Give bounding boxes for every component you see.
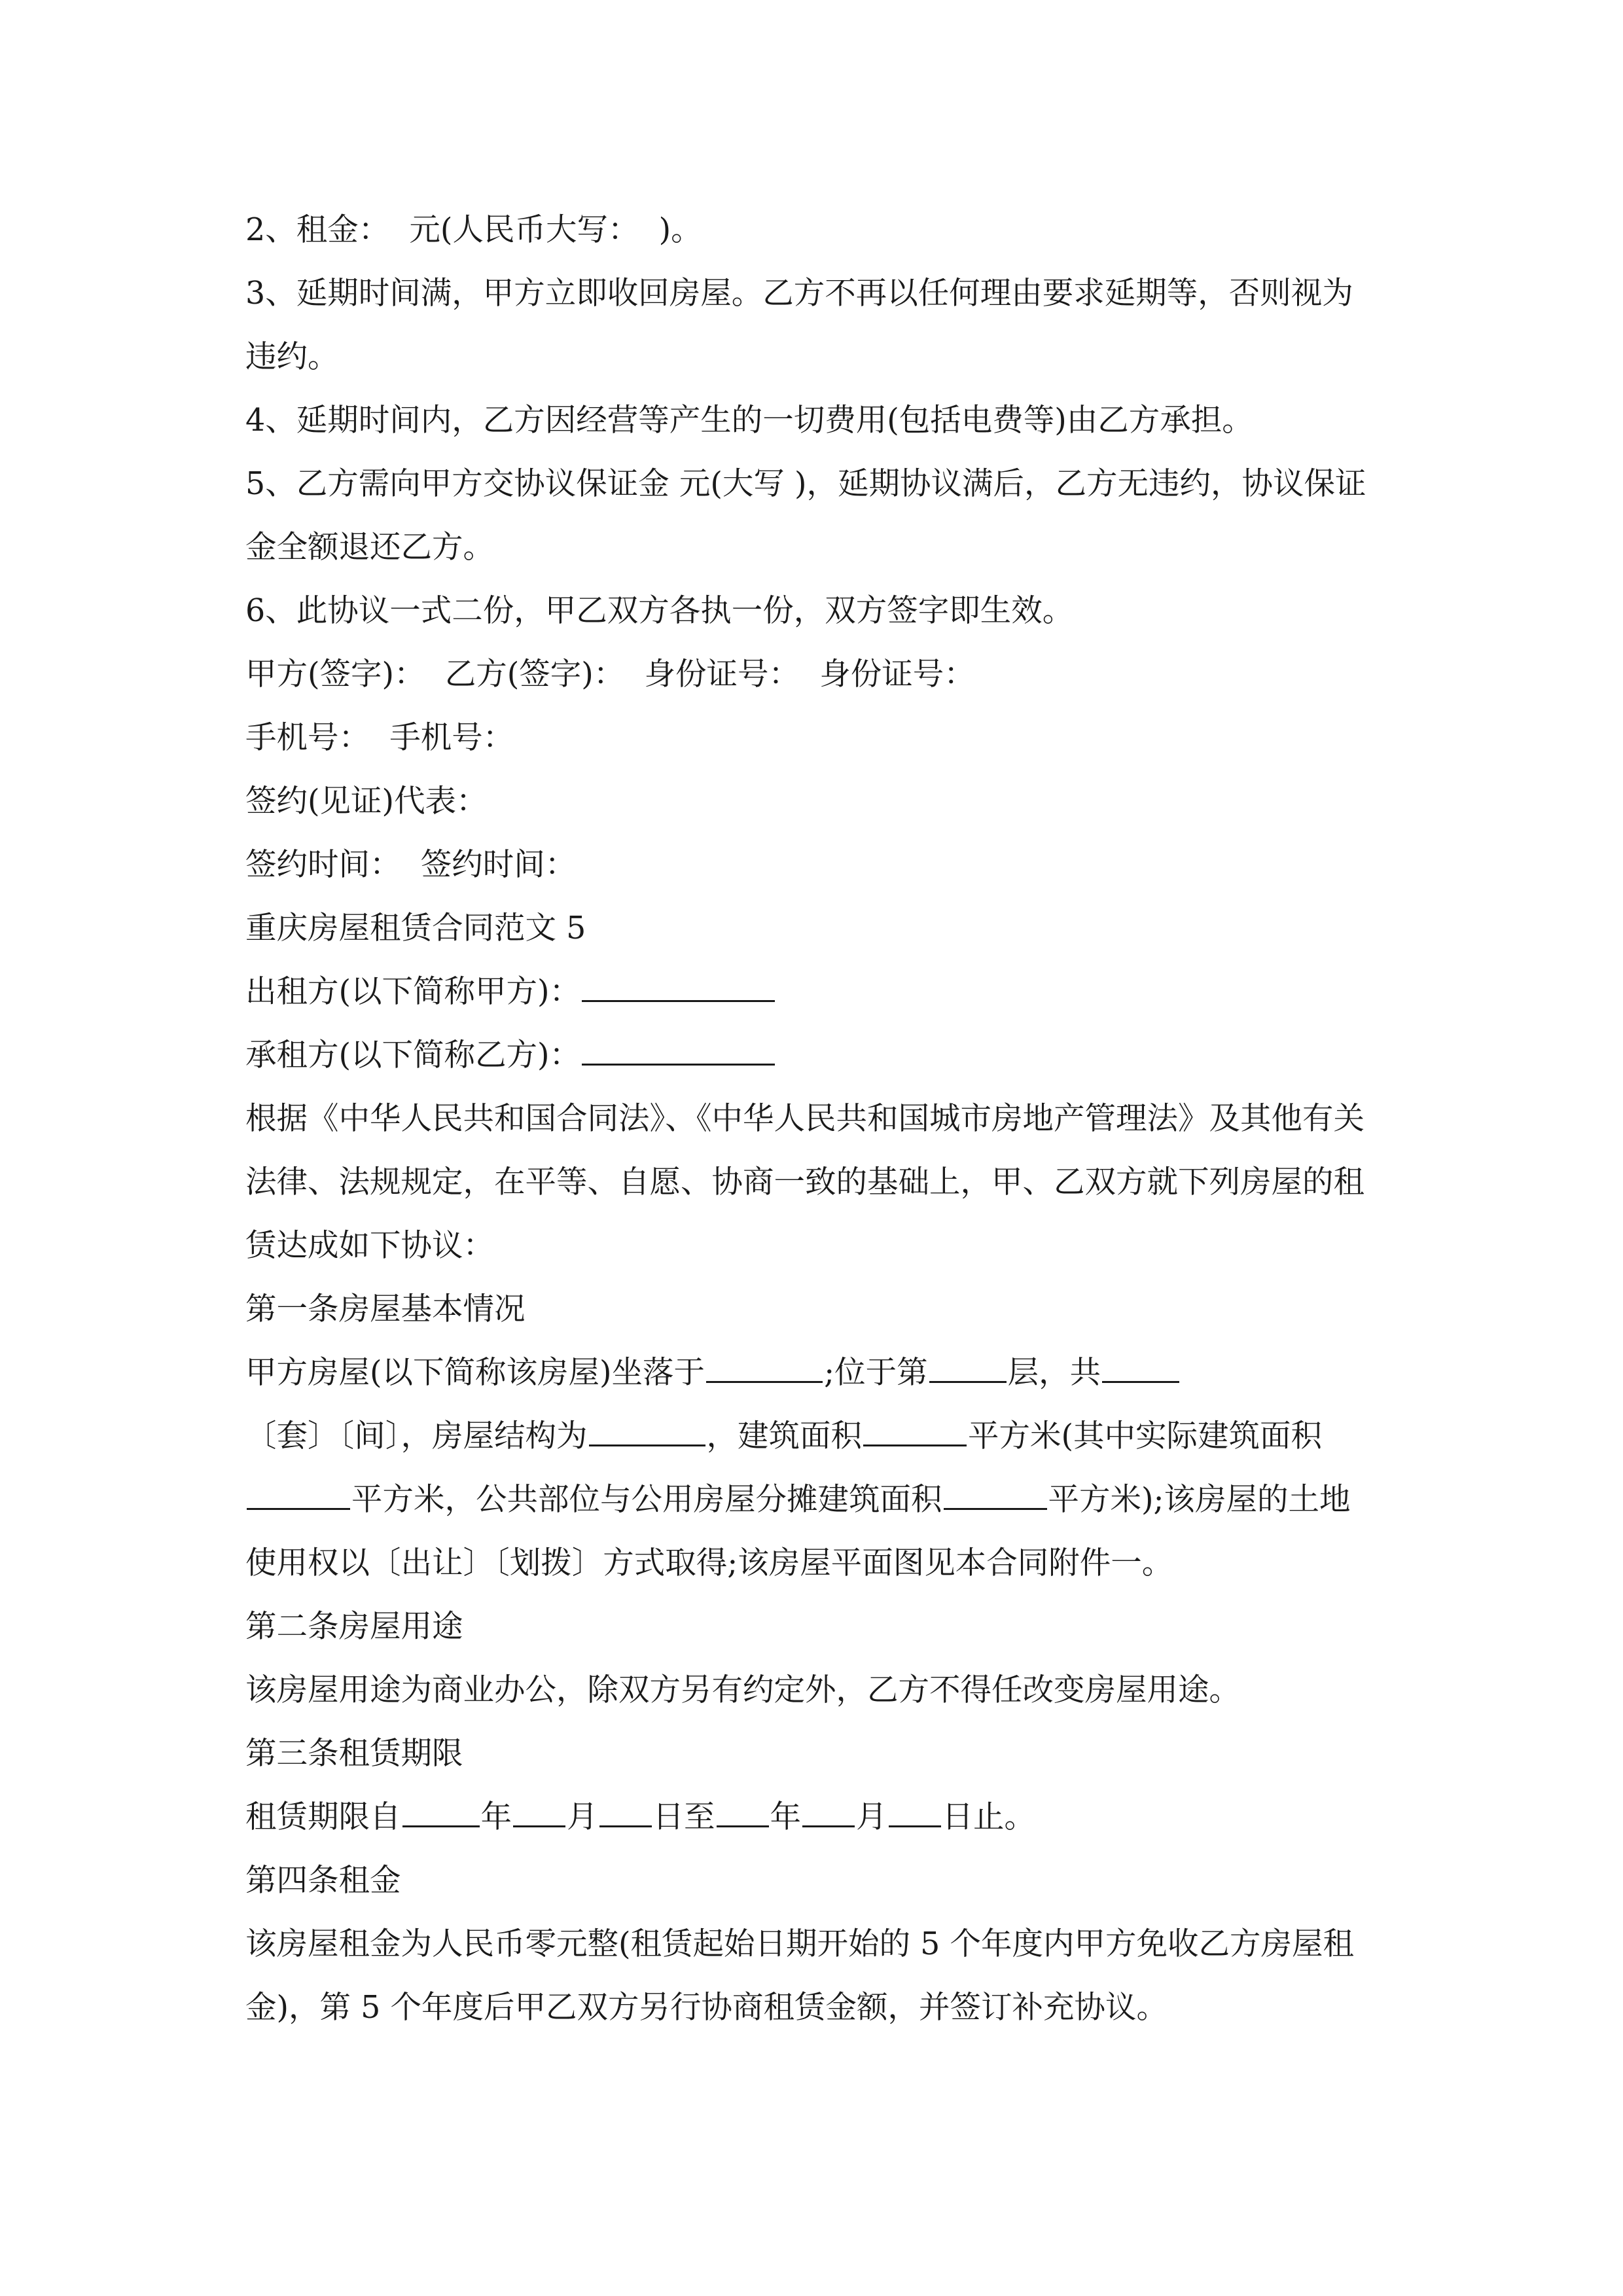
art1-text-a: 甲方房屋(以下简称该房屋)坐落于 (245, 1355, 705, 1391)
article-1-location-line (245, 1341, 1381, 1405)
article-1-structure-paragraph (245, 1405, 1381, 1595)
art1-text-h: 平方米);该房屋的土地使用权以〔出让〕〔划拨〕方式取得;该房屋平面图见本合同附件一。 (245, 1482, 1351, 1581)
phone-line: 手机号： 手机号： (245, 720, 514, 756)
end-year-blank (717, 1795, 769, 1827)
article-3-title: 第三条租赁期限 (245, 1736, 463, 1772)
art1-text-b: ;位于第 (824, 1355, 928, 1391)
art1-text-d: 〔套〕〔间〕，房屋结构为 (245, 1418, 588, 1454)
lessee-line (245, 1024, 1381, 1087)
art1-text-c: 层，共 (1007, 1355, 1101, 1391)
start-day-blank (599, 1795, 652, 1827)
structure-blank (589, 1414, 705, 1446)
end-month-blank (802, 1795, 855, 1827)
end-day-blank (889, 1795, 941, 1827)
clause-costs: 4、延期时间内，乙方因经营等产生的一切费用(包括电费等)由乙方承担。 (245, 403, 1253, 439)
start-year-blank (402, 1795, 480, 1827)
building-area-blank (863, 1414, 967, 1446)
article-4-body: 该房屋租金为人民币零元整(租赁起始日期开始的 5 个年度内甲方免收乙方房屋租金)，第 5 个年度后甲乙双方另行协商租赁金额，并签订补充协议。 (245, 1926, 1354, 2026)
art3-month-1: 月 (567, 1799, 598, 1835)
lessee-label: 承租方(以下简称乙方)： (245, 1037, 581, 1073)
art1-text-g: 平方米，公共部位与公用房屋分摊建筑面积 (351, 1482, 942, 1518)
lessor-label: 出租方(以下简称甲方)： (245, 974, 581, 1010)
witness-line: 签约(见证)代表： (245, 783, 488, 819)
art1-text-e: ，建筑面积 (706, 1418, 862, 1454)
lessor-line (245, 960, 1381, 1024)
total-floors-blank (1102, 1351, 1179, 1383)
shared-area-blank (944, 1478, 1047, 1510)
art3-year-1: 年 (480, 1799, 512, 1835)
start-month-blank (513, 1795, 565, 1827)
clause-extension-expiry: 3、延期时间满，甲方立即收回房屋。乙方不再以任何理由要求延期等，否则视为违约。 (245, 276, 1353, 375)
floor-blank (929, 1351, 1007, 1383)
sign-time-line: 签约时间： 签约时间： (245, 847, 577, 883)
signature-line: 甲方(签字)： 乙方(签字)： 身份证号： 身份证号： (245, 656, 975, 692)
art3-text-a: 租赁期限自 (245, 1799, 401, 1835)
contract-title: 重庆房屋租赁合同范文 5 (245, 910, 586, 946)
article-2-body: 该房屋用途为商业办公，除双方另有约定外，乙方不得任改变房屋用途。 (245, 1672, 1240, 1708)
art3-month-2: 月 (856, 1799, 887, 1835)
art1-text-f: 平方米(其中实际建筑面积 (968, 1418, 1323, 1454)
article-4-title: 第四条租金 (245, 1863, 401, 1899)
clause-rent: 2、租金： 元(人民币大写： )。 (245, 212, 702, 248)
actual-area-blank (247, 1478, 350, 1510)
lessee-blank (582, 1033, 775, 1066)
basis-paragraph: 根据《中华人民共和国合同法》、《中华人民共和国城市房地产管理法》及其他有关法律、法规规定，在平等、自愿、协商一致的基础上，甲、乙双方就下列房屋的租赁达成如下协议： (245, 1101, 1364, 1264)
article-2-title: 第二条房屋用途 (245, 1609, 463, 1645)
location-blank (706, 1351, 823, 1383)
clause-copies: 6、此协议一式二份，甲乙双方各执一份，双方签字即生效。 (245, 593, 1074, 629)
article-1-title: 第一条房屋基本情况 (245, 1291, 526, 1327)
art3-year-2: 年 (770, 1799, 801, 1835)
lessor-blank (582, 970, 775, 1002)
article-3-term-line (245, 1785, 1381, 1849)
art3-day-to: 日至 (652, 1799, 715, 1835)
art3-day-end: 日止。 (942, 1799, 1035, 1835)
clause-deposit: 5、乙方需向甲方交协议保证金 元(大写 )，延期协议满后，乙方无违约，协议保证金全额退还乙方。 (245, 466, 1366, 565)
document-body (245, 198, 1381, 2039)
